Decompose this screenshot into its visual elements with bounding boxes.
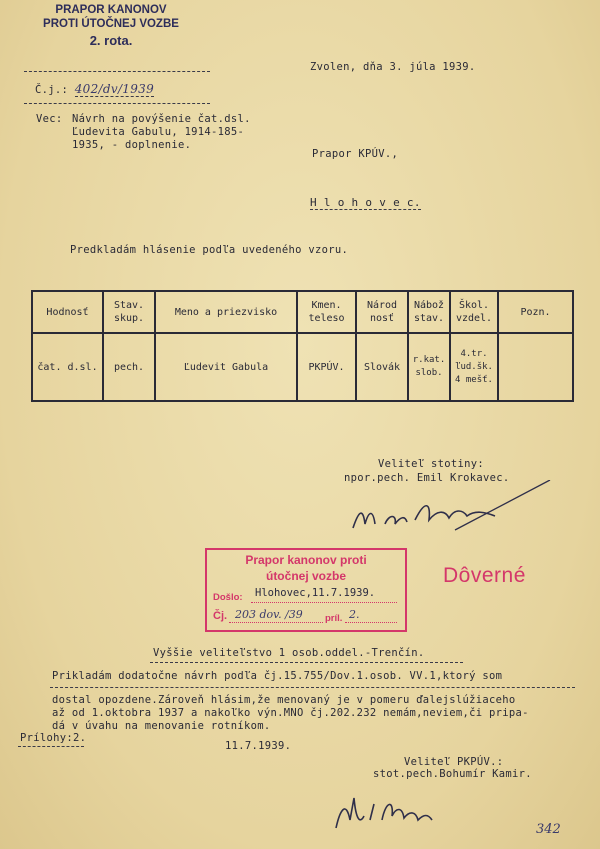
table-header-cell: Meno a priezvisko xyxy=(155,291,297,333)
attachment-underline xyxy=(345,622,397,623)
stamp-ref-value: 203 dov. /39 xyxy=(235,608,303,621)
unit-stamp xyxy=(26,3,196,48)
table-cell-religion: r.kat. slob. xyxy=(408,333,450,401)
received-stamp-title2: útočnej vozbe xyxy=(265,569,346,583)
received-stamp-title1: Prapor kanonov proti xyxy=(245,553,367,567)
subject-line2: Ľudevita Gabulu, 1914-185- xyxy=(72,126,245,138)
table-header-cell: Národ nosť xyxy=(356,291,408,333)
report-table xyxy=(31,290,574,402)
stamp-divider xyxy=(24,71,210,72)
table-header-cell: Stav. skup. xyxy=(103,291,155,333)
reference-number xyxy=(35,82,154,96)
forward-line2: dostal opozdene.Zároveň hlásim,že menovaný je v pomeru ďalejslúžiaceho xyxy=(52,694,516,706)
received-value: Hlohovec,11.7.1939. xyxy=(255,587,376,599)
table-cell-rank: čat. d.sl. xyxy=(32,333,103,401)
signature2-title: Veliteľ PKPÚV.: xyxy=(404,756,504,768)
place-date: Zvolen, dňa 3. júla 1939. xyxy=(310,61,476,73)
signature1-name: npor.pech. Emil Krokavec. xyxy=(344,472,510,484)
reference-prefix: Č.j.: xyxy=(35,84,69,96)
recipient-line1: Prapor KPÚV., xyxy=(312,148,399,160)
reference-divider xyxy=(24,103,210,104)
received-label: Došlo: xyxy=(213,592,243,603)
subject-label: Vec: xyxy=(36,113,63,125)
recipient-line2: H l o h o v e c. xyxy=(310,196,421,209)
attachments-underline xyxy=(18,746,84,747)
table-header-cell: Nábož stav. xyxy=(408,291,450,333)
forward-address-underline xyxy=(150,662,463,663)
stamp-ref-label: Čj. xyxy=(213,610,228,622)
intro-text: Predkladám hlásenie podľa uvedeného vzoru. xyxy=(70,244,349,256)
table-cell-note xyxy=(498,333,573,401)
forward-address: Vyššie veliteľstvo 1 osob.oddel.-Trenčín. xyxy=(153,647,425,659)
handwritten-signature-2 xyxy=(330,790,440,835)
page-number: 342 xyxy=(536,822,561,837)
received-underline xyxy=(251,602,397,603)
stamp-ref-underline xyxy=(229,622,323,623)
attachment-label: príl. xyxy=(325,613,343,624)
table-cell-group: pech. xyxy=(103,333,155,401)
table-header-cell: Škol. vzdel. xyxy=(450,291,498,333)
signature1-title: Veliteľ stotiny: xyxy=(378,458,484,470)
received-stamp xyxy=(205,548,407,632)
table-header-cell: Pozn. xyxy=(498,291,573,333)
unit-stamp-line2: PROTI ÚTOČNEJ VOZBE xyxy=(43,18,179,30)
forward-date: 11.7.1939. xyxy=(225,740,292,752)
forward-line1: Prikladám dodatočne návrh podľa čj.15.755/Dov.1.osob. VV.1,ktorý som xyxy=(52,670,503,682)
handwritten-signature-1 xyxy=(345,480,560,540)
forward-line1-underline xyxy=(50,687,575,688)
attachments-note: Prílohy:2. xyxy=(20,732,87,744)
subject-text xyxy=(72,113,251,152)
signature2-name: stot.pech.Bohumír Kamir. xyxy=(373,768,532,780)
table-cell-unit: PKPÚV. xyxy=(297,333,356,401)
table-header-cell: Kmen. teleso xyxy=(297,291,356,333)
table-header-row xyxy=(32,291,573,333)
unit-stamp-line3: 2. rota. xyxy=(89,33,133,48)
table-cell-name: Ľudevit Gabula xyxy=(155,333,297,401)
subject-line1: Návrh na povýšenie čat.dsl. xyxy=(72,113,251,125)
table-cell-nationality: Slovák xyxy=(356,333,408,401)
unit-stamp-line1: PRAPOR KANONOV xyxy=(55,4,167,16)
forward-line4: dá v úvahu na menovanie rotníkom. xyxy=(52,720,271,732)
reference-handwritten: 402/dv/1939 xyxy=(74,82,155,96)
table-header-cell: Hodnosť xyxy=(32,291,103,333)
attachment-value: 2. xyxy=(349,608,360,621)
table-cell-education: 4.tr. ľud.šk. 4 mešť. xyxy=(450,333,498,401)
subject-line3: 1935, - doplnenie. xyxy=(72,139,192,151)
forward-line3: až od 1.oktobra 1937 a nakoľko výn.MNO čj.202.232 nemám,neviem,či pripa- xyxy=(52,707,529,719)
confidential-mark: Dôverné xyxy=(443,564,526,587)
table-row xyxy=(32,333,573,401)
